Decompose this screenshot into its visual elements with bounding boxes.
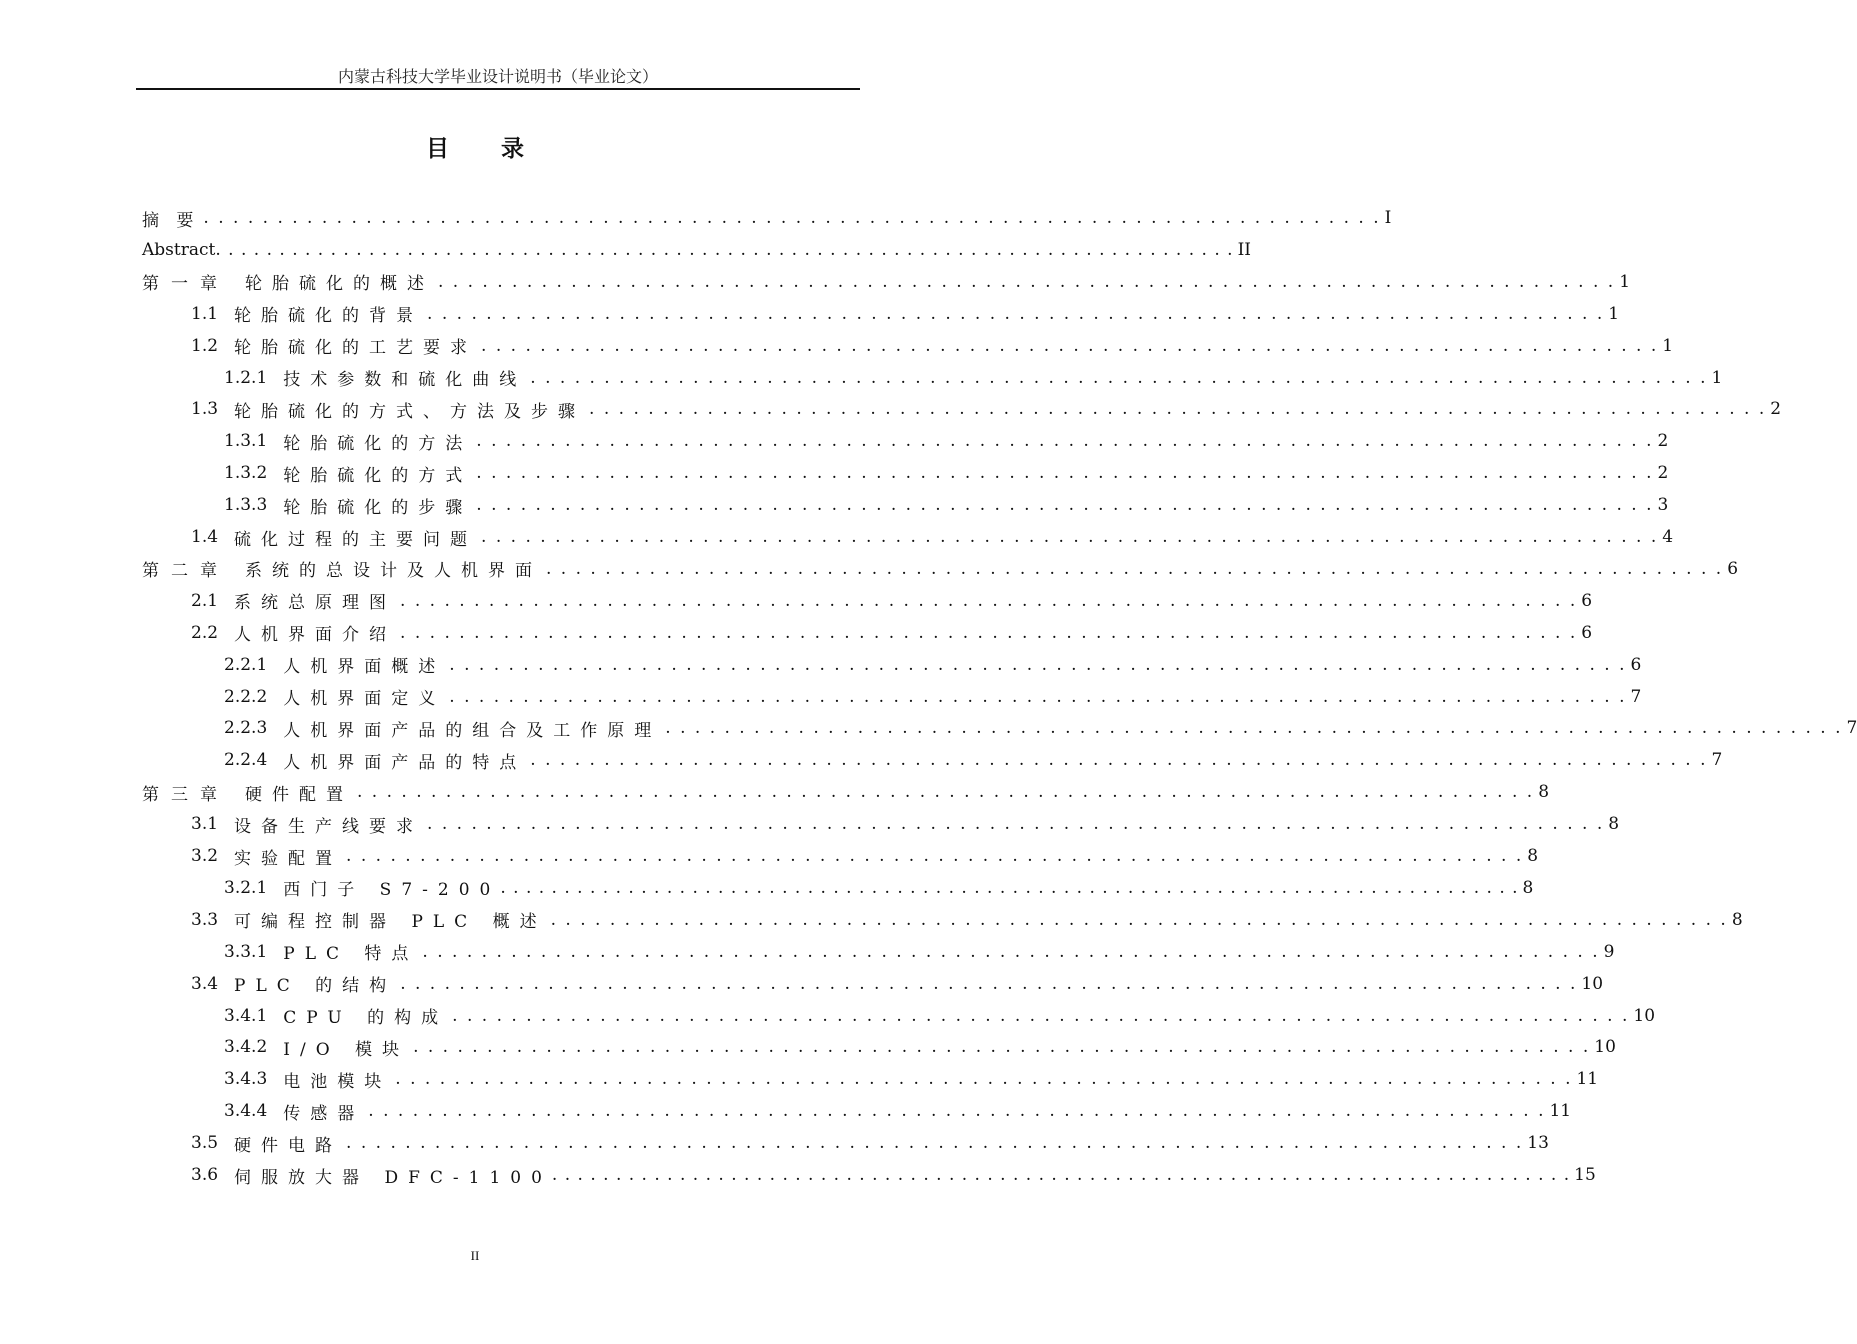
toc-leader-dots: . . . . . . . . . . . . . . . . . . . . . . . . . . . . . . . . . . . . . . . . . . . . . . . . . . . . . . . . . . . . . . . . . . . . . . . . . . . . . . . . [452,1005,1630,1026]
toc-entry[interactable] [224,1002,1656,1030]
toc-entry[interactable] [142,555,1739,583]
toc-leader-dots: . . . . . . . . . . . . . . . . . . . . . . . . . . . . . . . . . . . . . . . . . . . . . . . . . . . . . . . . . . . . . . . . . . . . . . . . . . . . . . . . [427,814,1605,835]
toc-leader-dots: . . . . . . . . . . . . . . . . . . . . . . . . . . . . . . . . . . . . . . . . . . . . . . . . . . . . . . . . . . . . . . . . . . . . . . . . . . . . . . . . [476,431,1654,452]
toc-entry[interactable] [142,778,1550,806]
toc-entry-number: 2.2.2 [224,686,268,707]
toc-leader-dots: . . . . . . . . . . . . . . . . . . . . . . . . . . . . . . . . . . . . . . . . . . . . . . . . . . . . . . . . . . . . . . . . . . . . . . . . . . . . . . . . [438,271,1616,292]
toc-entry-label: 可编程控制器 PLC 概述 [234,912,547,933]
toc-leader-dots: . . . . . . . . . . . . . . . . . . . . . . . . . . . . . . . . . . . . . . . . . . . . . . . . . . . . . . . . . . . . . . . . . . . . . . . . . . . . . . . . [665,718,1843,739]
toc-entry[interactable] [224,364,1723,392]
toc-entry-page: 6 [1630,654,1642,675]
toc-entry-page: 13 [1527,1133,1549,1154]
toc-entry-number: 第三章 [142,784,229,805]
toc-entry-label: 轮胎硫化的方式 [283,465,473,486]
toc-entry-number: 第一章 [142,274,229,295]
toc-entry[interactable] [224,874,1534,902]
toc-entry[interactable] [142,236,1251,264]
toc-entry[interactable] [224,651,1642,679]
toc-leader-dots: . . . . . . . . . . . . . . . . . . . . . . . . . . . . . . . . . . . . . . . . . . . . . . . . . . . . . . . . . . . . . . . . . . . . . . . . . . . . . . . . [449,686,1627,707]
toc-entry[interactable] [191,300,1620,328]
toc-leader-dots: . . . . . . . . . . . . . . . . . . . . . . . . . . . . . . . . . . . . . . . . . . . . . . . . . . . . . . . . . . . . . . . . . . . . . . . . . . . . . . . . [346,846,1524,866]
toc-entry[interactable] [191,619,1593,647]
toc-entry[interactable] [191,1161,1596,1189]
toc-entry-label: 电池模块 [283,1071,392,1092]
toc-leader-dots: . . . . . . . . . . . . . . . . . . . . . . . . . . . . . . . . . . . . . . . . . . . . . . . . . . . . . . . . . . . . . . . . . . . . . . . . . . . . . . . . [476,495,1654,516]
toc-entry-label: 人机界面介绍 [234,625,397,646]
toc-entry-label: 轮胎硫化的工艺要求 [234,338,478,359]
toc-entry-page: 10 [1633,1005,1656,1026]
toc-entry-number: 3.5 [191,1133,219,1154]
toc-entry-label: 轮胎硫化的方式、方法及步骤 [234,401,586,422]
toc-leader-dots: . . . . . . . . . . . . . . . . . . . . . . . . . . . . . . . . . . . . . . . . . . . . . . . . . . . . . . . . . . . . . . . . . . . . . . . . . . . . . . . . [550,909,1728,930]
toc-entry[interactable] [191,906,1743,934]
toc-entry-label: 传感器 [283,1103,365,1124]
toc-leader-dots: . . . . . . . . . . . . . . . . . . . . . . . . . . . . . . . . . . . . . . . . . . . . . . . . . . . . . . . . . . . . . . . . . . . . . . . . . . . . . . . . [400,973,1578,994]
toc-entry-page: 10 [1594,1037,1616,1058]
toc-entry-label: 摘 要 [142,210,200,231]
toc-entry-label: Abstract [142,239,216,260]
toc-entry-label: 系统总原理图 [234,593,397,614]
toc-entry[interactable] [191,332,1674,360]
toc-entry-number: 1.3.3 [224,495,268,516]
toc-entry-page: 6 [1581,590,1593,611]
toc-leader-dots: . . . . . . . . . . . . . . . . . . . . . . . . . . . . . . . . . . . . . . . . . . . . . . . . . . . . . . . . . . . . . . . . . . . . . . . . . . . . . . . . [413,1037,1591,1058]
toc-entry-page: II [1237,239,1251,260]
running-header: 内蒙古科技大学毕业设计说明书（毕业论文） [337,67,658,86]
toc-entry-number: 3.1 [191,814,219,835]
toc-entry[interactable] [224,938,1615,966]
toc-leader-dots: . . . . . . . . . . . . . . . . . . . . . . . . . . . . . . . . . . . . . . . . . . . . . . . . . . . . . . . . . . . . . . . . . . . . . . . . . . . . . . . . [476,463,1654,484]
toc-entry-label: PLC 特点 [283,944,419,965]
toc-leader-dots: . . . . . . . . . . . . . . . . . . . . . . . . . . . . . . . . . . . . . . . . . . . . . . . . . . . . . . . . . . . . . . . . . . . . . . . . . . . . . . . . [481,527,1659,547]
toc-entry-page: 4 [1662,527,1674,547]
toc-leader-dots: . . . . . . . . . . . . . . . . . . . . . . . . . . . . . . . . . . . . . . . . . . . . . . . . . . . . . . . . . . . . . . . . . . . . . . . . . . . . . . . . [346,1133,1524,1154]
toc-entry[interactable] [224,1065,1599,1093]
toc-entry-number: 3.4.2 [224,1037,268,1058]
toc-entry-number: 3.4.1 [224,1005,268,1026]
toc-leader-dots: . . . . . . . . . . . . . . . . . . . . . . . . . . . . . . . . . . . . . . . . . . . . . . . . . . . . . . . . . . . . . . . . . . . . . . . . . . . . . . . . [589,399,1767,420]
toc-entry-page: 8 [1527,846,1539,866]
toc-entry-label: 西门子 S7-200 [283,880,501,901]
toc-entry-page: 1 [1619,271,1631,292]
toc-entry-page: 7 [1711,750,1723,771]
toc-entry-page: 1 [1662,335,1674,356]
toc-entry-page: 10 [1581,973,1604,994]
toc-entry-number: 3.4.4 [224,1101,268,1122]
toc-entry-page: 7 [1846,718,1857,739]
toc-entry-number: 2.2.4 [224,750,268,771]
toc-entry-page: I [1384,208,1392,228]
toc-entry-page: 8 [1538,782,1550,803]
toc-entry[interactable] [142,204,1392,232]
toc-entry-number: 1.1 [191,303,219,324]
toc-entry-page: 2 [1770,399,1782,420]
toc-entry[interactable] [224,746,1723,774]
toc-leader-dots: . . . . . . . . . . . . . . . . . . . . . . . . . . . . . . . . . . . . . . . . . . . . . . . . . . . . . . . . . . . . . . . . . . . . . . . . . . . . . . . . [215,239,1234,260]
toc-entry-number: 1.4 [191,527,219,547]
toc-entry[interactable] [224,714,1857,742]
toc-entry-label: 实验配置 [234,848,343,869]
toc-entry-label: 轮胎硫化的方法 [283,433,473,454]
toc-entry-number: 第二章 [142,561,229,582]
toc-entry-page: 11 [1576,1069,1599,1090]
toc-entry[interactable] [224,459,1669,487]
toc-leader-dots: . . . . . . . . . . . . . . . . . . . . . . . . . . . . . . . . . . . . . . . . . . . . . . . . . . . . . . . . . . . . . . . . . . . . . . . . . . . . . . . . [546,558,1724,579]
toc-entry[interactable] [191,970,1604,998]
toc-entry-label: 技术参数和硫化曲线 [283,370,527,390]
toc-entry-page: 1 [1711,367,1723,388]
toc-entry-page: 8 [1608,814,1620,835]
toc-entry-label: 硬件配置 [245,784,353,805]
toc-entry-label: 硫化过程的主要问题 [234,529,478,550]
toc-entry-page: 7 [1630,686,1642,707]
toc-entry-label: 人机界面概述 [283,657,446,678]
toc-entry-page: 9 [1603,941,1615,962]
toc-entry[interactable] [191,395,1782,423]
toc-entry-page: 6 [1581,622,1593,643]
toc-entry-label: 伺服放大器 DFC-1100 [234,1167,552,1188]
toc-leader-dots: . . . . . . . . . . . . . . . . . . . . . . . . . . . . . . . . . . . . . . . . . . . . . . . . . . . . . . . . . . . . . . . . . . . . . . . . . . . . . . . . [551,1165,1571,1185]
toc-entry[interactable] [224,1097,1572,1125]
toc-entry[interactable] [191,842,1539,870]
toc-entry-label: 人机界面产品的组合及工作原理 [283,720,662,741]
toc-entry-page: 11 [1549,1101,1572,1122]
toc-entry-page: 1 [1608,303,1620,324]
toc-entry-number: 1.2.1 [224,367,268,388]
toc-entry[interactable] [224,1033,1616,1061]
toc-entry-page: 2 [1657,463,1669,484]
toc-entry-number: 2.2.1 [224,654,268,675]
toc-entry[interactable] [191,810,1620,838]
toc-entry[interactable] [191,587,1593,615]
toc-entry-number: 2.2 [191,622,219,643]
toc-entry-number: 2.1 [191,590,219,611]
toc-entry[interactable] [191,1129,1549,1157]
toc-entry-page: 6 [1727,558,1739,579]
toc-entry-label: CPU 的构成 [283,1008,449,1028]
toc-entry[interactable] [224,683,1642,711]
toc-entry-number: 1.2 [191,335,219,356]
toc-leader-dots: . . . . . . . . . . . . . . . . . . . . . . . . . . . . . . . . . . . . . . . . . . . . . . . . . . . . . . . . . . . . . . . . . . . . . . . . . . . . . . . . [427,303,1605,324]
toc-entry-number: 3.2 [191,846,219,866]
toc-leader-dots: . . . . . . . . . . . . . . . . . . . . . . . . . . . . . . . . . . . . . . . . . . . . . . . . . . . . . . . . . . . . . . . . . . . . . . . . . . . . . . . . [357,782,1535,803]
toc-leader-dots: . . . . . . . . . . . . . . . . . . . . . . . . . . . . . . . . . . . . . . . . . . . . . . . . . . . . . . . . . . . . . . . . . . . . . . . . . . . . . . . . [203,208,1381,228]
toc-entry[interactable] [191,523,1674,551]
toc-entry-page: 8 [1731,909,1743,930]
toc-entry-label: 设备生产线要求 [234,816,424,837]
toc-entry[interactable] [224,427,1669,455]
toc-entry-number: 3.3 [191,909,219,930]
toc-leader-dots: . . . . . . . . . . . . . . . . . . . . . . . . . . . . . . . . . . . . . . . . . . . . . . . . . . . . . . . . . . . . . . . . . . . . . . . . . . . . . . . . [422,941,1600,962]
toc-leader-dots: . . . . . . . . . . . . . . . . . . . . . . . . . . . . . . . . . . . . . . . . . . . . . . . . . . . . . . . . . . . . . . . . . . . . . . . . . . . . . . . . [400,622,1578,643]
toc-leader-dots: . . . . . . . . . . . . . . . . . . . . . . . . . . . . . . . . . . . . . . . . . . . . . . . . . . . . . . . . . . . . . . . . . . . . . . . . . . . . . . . . [500,877,1519,898]
toc-entry[interactable] [224,491,1669,519]
toc-entry-label: 轮胎硫化的步骤 [283,497,473,518]
toc-leader-dots: . . . . . . . . . . . . . . . . . . . . . . . . . . . . . . . . . . . . . . . . . . . . . . . . . . . . . . . . . . . . . . . . . . . . . . . . . . . . . . . . [481,335,1659,356]
toc-entry-number: 3.2.1 [224,877,268,898]
toc-entry-label: 人机界面产品的特点 [283,752,527,773]
toc-entry-number: 3.4 [191,973,219,994]
toc-title: 目 录 [425,135,546,162]
toc-entry-number: 2.2.3 [224,718,268,739]
toc-leader-dots: . . . . . . . . . . . . . . . . . . . . . . . . . . . . . . . . . . . . . . . . . . . . . . . . . . . . . . . . . . . . . . . . . . . . . . . . . . . . . . . . [400,590,1578,611]
header-rule [136,88,860,90]
toc-entry-page: 3 [1657,495,1669,516]
toc-entry-label: 硬件电路 [234,1135,343,1156]
toc-entry-number: 1.3.1 [224,431,268,452]
toc-leader-dots: . . . . . . . . . . . . . . . . . . . . . . . . . . . . . . . . . . . . . . . . . . . . . . . . . . . . . . . . . . . . . . . . . . . . . . . . . . . . . . . . [368,1101,1546,1122]
toc-entry-page: 8 [1522,877,1534,898]
toc-entry-page: 2 [1657,431,1669,452]
toc-entry-page: 15 [1574,1165,1596,1185]
toc-entry-label: PLC 的结构 [234,976,397,997]
toc-entry-number: 3.3.1 [224,941,268,962]
toc-entry-label: I/O 模块 [283,1039,410,1060]
toc-entry-number: 3.6 [191,1165,219,1185]
toc-entry-label: 系统的总设计及人机界面 [245,561,542,582]
toc-entry-number: 3.4.3 [224,1069,268,1090]
footer-page-number: II [470,1248,480,1263]
toc-entry-label: 人机界面定义 [283,689,446,709]
toc-leader-dots: . . . . . . . . . . . . . . . . . . . . . . . . . . . . . . . . . . . . . . . . . . . . . . . . . . . . . . . . . . . . . . . . . . . . . . . . . . . . . . . . [530,367,1708,388]
toc-entry-label: 轮胎硫化的背景 [234,306,424,327]
toc-entry-number: 1.3.2 [224,463,268,484]
toc-leader-dots: . . . . . . . . . . . . . . . . . . . . . . . . . . . . . . . . . . . . . . . . . . . . . . . . . . . . . . . . . . . . . . . . . . . . . . . . . . . . . . . . [395,1069,1573,1090]
toc-entry[interactable] [142,268,1631,296]
toc-leader-dots: . . . . . . . . . . . . . . . . . . . . . . . . . . . . . . . . . . . . . . . . . . . . . . . . . . . . . . . . . . . . . . . . . . . . . . . . . . . . . . . . [449,654,1627,675]
toc-leader-dots: . . . . . . . . . . . . . . . . . . . . . . . . . . . . . . . . . . . . . . . . . . . . . . . . . . . . . . . . . . . . . . . . . . . . . . . . . . . . . . . . [530,750,1708,771]
toc-entry-label: 轮胎硫化的概述 [245,274,434,295]
toc-entry-number: 1.3 [191,399,219,420]
